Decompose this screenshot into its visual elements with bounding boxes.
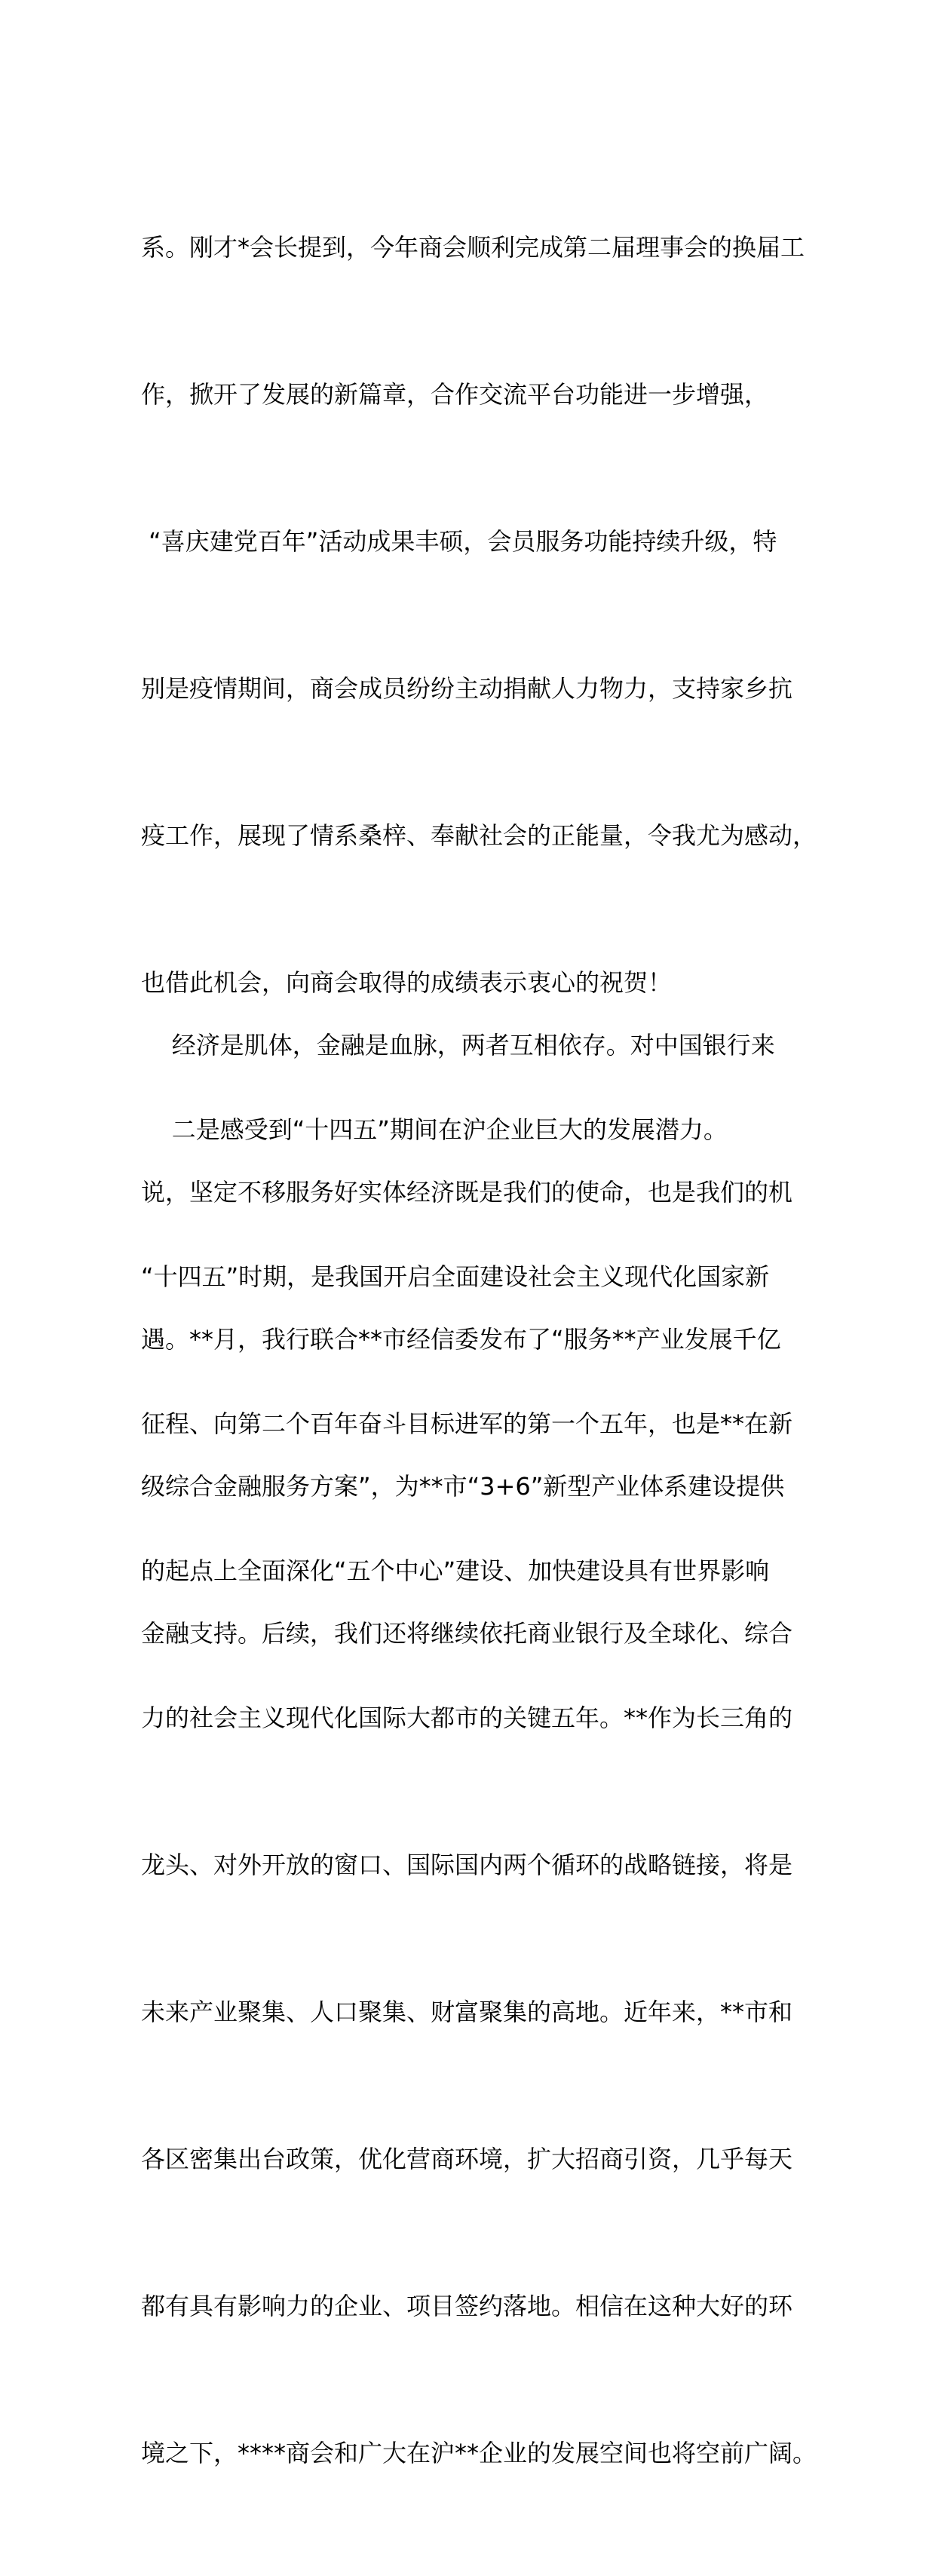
text-line: 经济是肌体，金融是血脉，两者互相依存。对中国银行来 — [141, 1031, 775, 1060]
text-line: 各区密集出台政策，优化营商环境，扩大招商引资，几乎每天 — [141, 2145, 793, 2173]
text-line: 力的社会主义现代化国际大都市的关键五年。**作为长三角的 — [141, 1704, 793, 1732]
text-line: “喜庆建党百年”活动成果丰硕，会员服务功能持续升级，特 — [141, 527, 777, 556]
text-line: 疫工作，展现了情系桑梓、奉献社会的正能量，令我尤为感动， — [141, 821, 817, 850]
text-line: 作，掀开了发展的新篇章，合作交流平台功能进一步增强， — [141, 380, 769, 409]
text-line: 境之下，****商会和广大在沪**企业的发展空间也将空前广阔。 — [141, 2439, 817, 2467]
paragraph-block-2 — [141, 923, 820, 1756]
text-line: 别是疫情期间，商会成员纷纷主动捐献人力物力，支持家乡抗 — [141, 674, 793, 703]
text-line: 的起点上全面深化“五个中心”建设、加快建设具有世界影响 — [141, 1556, 770, 1585]
text-line: 未来产业聚集、人口聚集、财富聚集的高地。近年来，**市和 — [141, 1998, 793, 2026]
text-line: 级综合金融服务方案”，为**市“3+6”新型产业体系建设提供 — [141, 1472, 785, 1501]
text-line: 征程、向第二个百年奋斗目标进军的第一个五年，也是**在新 — [141, 1409, 793, 1438]
text-line: 说，坚定不移服务好实体经济既是我们的使命，也是我们的机 — [141, 1178, 793, 1207]
text-line: 系。刚才*会长提到，今年商会顺利完成第二届理事会的换届工 — [141, 233, 805, 262]
text-line: “十四五”时期，是我国开启全面建设社会主义现代化国家新 — [141, 1262, 770, 1291]
text-line: 金融支持。后续，我们还将继续依托商业银行及全球化、综合 — [141, 1619, 793, 1648]
text-line: 都有具有影响力的企业、项目签约落地。相信在这种大好的环 — [141, 2292, 793, 2320]
text-line: 二是感受到“十四五”期间在沪企业巨大的发展潜力。 — [141, 1115, 728, 1144]
text-line: 遇。**月，我行联合**市经信委发布了“服务**产业发展千亿 — [141, 1325, 781, 1354]
text-line: 也借此机会，向商会取得的成绩表示衷心的祝贺！ — [141, 968, 673, 997]
text-line: 龙头、对外开放的窗口、国际国内两个循环的战略链接，将是 — [141, 1851, 793, 1879]
